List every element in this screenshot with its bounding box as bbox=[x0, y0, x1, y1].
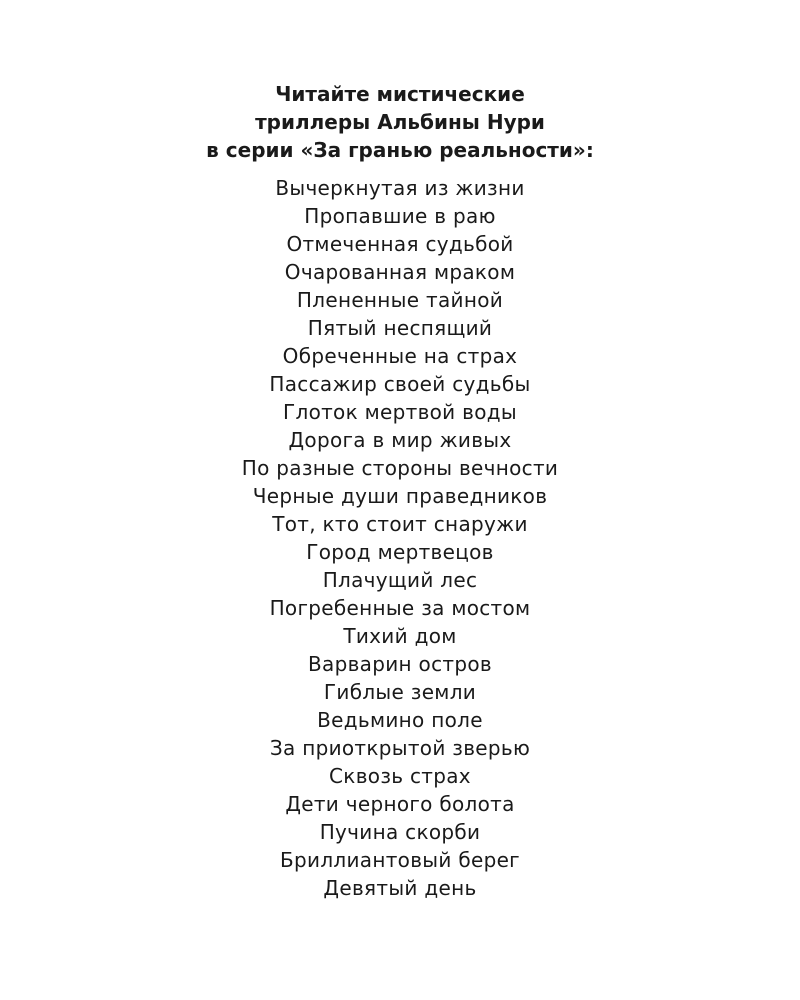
book-title: Сквозь страх bbox=[329, 764, 471, 788]
book-title-list bbox=[0, 174, 800, 902]
book-title: Дети черного болота bbox=[285, 792, 515, 816]
book-title: Черные души праведников bbox=[252, 484, 548, 508]
book-title: За приоткрытой зверью bbox=[269, 736, 531, 760]
book-title: Пассажир своей судьбы bbox=[269, 372, 531, 396]
book-title: Ведьмино поле bbox=[317, 708, 483, 732]
heading-line-1: Читайте мистические bbox=[275, 82, 525, 106]
book-title: Плачущий лес bbox=[322, 568, 478, 592]
book-title: Варварин остров bbox=[308, 652, 492, 676]
book-title: Отмеченная судьбой bbox=[286, 232, 514, 256]
book-title: Пропавшие в раю bbox=[304, 204, 496, 228]
book-title: Пучина скорби bbox=[319, 820, 481, 844]
book-title: Город мертвецов bbox=[306, 540, 494, 564]
book-title: Бриллиантовый берег bbox=[280, 848, 520, 872]
book-title: Погребенные за мостом bbox=[269, 596, 531, 620]
series-heading bbox=[0, 80, 800, 164]
book-title: Тот, кто стоит снаружи bbox=[272, 512, 528, 536]
heading-line-2: триллеры Альбины Нури bbox=[255, 110, 545, 134]
book-title: Глоток мертвой воды bbox=[282, 400, 517, 424]
book-title: Вычеркнутая из жизни bbox=[275, 176, 525, 200]
book-title: Обреченные на страх bbox=[282, 344, 518, 368]
heading-line-3: в серии «За гранью реальности»: bbox=[206, 138, 594, 162]
book-title: Очарованная мраком bbox=[284, 260, 516, 284]
book-title: По разные стороны вечности bbox=[241, 456, 559, 480]
book-title: Тихий дом bbox=[343, 624, 457, 648]
book-title: Плененные тайной bbox=[296, 288, 504, 312]
book-title: Гиблые земли bbox=[323, 680, 477, 704]
book-title: Пятый неспящий bbox=[307, 316, 493, 340]
book-title: Девятый день bbox=[323, 876, 477, 900]
book-title: Дорога в мир живых bbox=[288, 428, 512, 452]
